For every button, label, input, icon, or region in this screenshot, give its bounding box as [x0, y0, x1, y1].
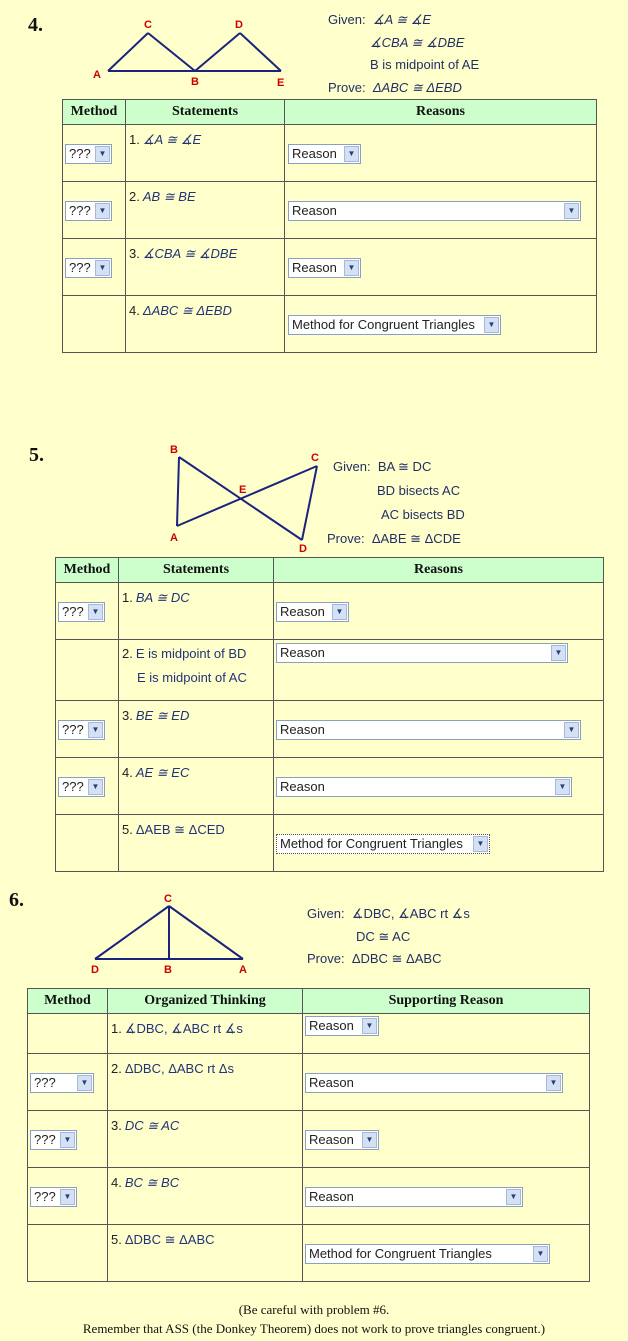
problem-4-number: 4.	[28, 14, 43, 36]
chevron-down-icon: ▼	[95, 260, 110, 276]
header-statements: Statements	[119, 558, 274, 583]
table-row	[56, 701, 604, 758]
problem-5-proof-table	[55, 557, 604, 872]
method-select[interactable]	[65, 144, 112, 164]
label-b: B	[170, 444, 178, 456]
chevron-down-icon: ▼	[506, 1189, 521, 1205]
table-row	[63, 182, 597, 239]
step-number: 3.	[129, 246, 140, 261]
method-select-value: ???	[34, 1189, 56, 1204]
header-statements: Organized Thinking	[108, 989, 303, 1014]
reason-select-value: Reason	[280, 645, 325, 660]
problem-4-given	[328, 9, 528, 99]
label-a: A	[170, 532, 178, 544]
method-select[interactable]	[58, 720, 105, 740]
chevron-down-icon: ▼	[88, 779, 103, 795]
table-row	[28, 1111, 590, 1168]
statement-text: BE ≅ ED	[135, 708, 190, 723]
given-label: Given:	[333, 459, 371, 474]
header-method: Method	[56, 558, 119, 583]
header-reasons: Reasons	[285, 100, 597, 125]
label-d: D	[299, 543, 307, 555]
reason-select[interactable]	[288, 258, 361, 278]
statement-text: DC ≅ AC	[124, 1118, 180, 1133]
label-c: C	[144, 19, 152, 31]
method-select[interactable]	[58, 777, 105, 797]
method-select-value: ???	[34, 1075, 56, 1090]
header-reasons: Reasons	[274, 558, 604, 583]
prove-statement: ΔDBC ≅ ΔABC	[351, 951, 442, 966]
reason-select-value: Reason	[280, 604, 325, 619]
reason-select[interactable]	[276, 643, 568, 663]
method-select-value: ???	[69, 146, 91, 161]
statement-text: AB ≅ BE	[142, 189, 196, 204]
statement-text: ΔAEB ≅ ΔCED	[135, 822, 225, 837]
chevron-down-icon: ▼	[60, 1132, 75, 1148]
step-number: 4.	[111, 1175, 122, 1190]
table-row	[28, 1014, 590, 1054]
chevron-down-icon: ▼	[77, 1075, 92, 1091]
statement-text: ∡DBC, ∡ABC rt ∡s	[124, 1021, 243, 1036]
chevron-down-icon: ▼	[332, 604, 347, 620]
problem-5-number: 5.	[29, 444, 44, 466]
given-line: ∡DBC, ∡ABC rt ∡s	[351, 906, 470, 921]
step-number: 2.	[111, 1061, 122, 1076]
statement-text: BC ≅ BC	[124, 1175, 180, 1190]
reason-select-value: Reason	[292, 260, 337, 275]
chevron-down-icon: ▼	[88, 604, 103, 620]
table-row	[63, 296, 597, 353]
table-row	[63, 239, 597, 296]
label-b: B	[164, 964, 172, 976]
chevron-down-icon: ▼	[95, 146, 110, 162]
chevron-down-icon: ▼	[88, 722, 103, 738]
statement-text: ΔDBC ≅ ΔABC	[124, 1232, 215, 1247]
given-line: B is midpoint of AE	[370, 57, 480, 72]
statement-text: BA ≅ DC	[135, 590, 190, 605]
problem-4-diagram	[88, 14, 303, 92]
chevron-down-icon: ▼	[344, 146, 359, 162]
chevron-down-icon: ▼	[344, 260, 359, 276]
step-number: 4.	[129, 303, 140, 318]
step-number: 3.	[122, 708, 133, 723]
table-row	[63, 125, 597, 182]
step-number: 2.	[122, 646, 133, 661]
prove-label: Prove:	[307, 951, 345, 966]
problem-6-given	[307, 903, 527, 971]
reason-select[interactable]	[288, 144, 361, 164]
problem-6-proof-table	[27, 988, 590, 1282]
prove-statement: ΔABC ≅ ΔEBD	[372, 79, 462, 95]
header-reasons: Supporting Reason	[303, 989, 590, 1014]
label-c: C	[311, 452, 319, 464]
reason-select-value: Method for Congruent Triangles	[280, 836, 463, 851]
step-number: 1.	[111, 1021, 122, 1036]
step-number: 3.	[111, 1118, 122, 1133]
method-congruence-select[interactable]	[276, 834, 490, 854]
reason-select[interactable]	[276, 720, 581, 740]
reason-select-value: Reason	[292, 203, 337, 218]
problem-6-number: 6.	[9, 889, 24, 911]
header-method: Method	[28, 989, 108, 1014]
chevron-down-icon: ▼	[564, 722, 579, 738]
statement-text: AE ≅ EC	[135, 765, 190, 780]
chevron-down-icon: ▼	[555, 779, 570, 795]
reason-select[interactable]	[305, 1187, 523, 1207]
chevron-down-icon: ▼	[484, 317, 499, 333]
given-line: AC bisects BD	[381, 507, 465, 522]
reason-select-value: Reason	[309, 1075, 354, 1090]
given-line: ∡CBA ≅ ∡DBE	[370, 34, 465, 50]
method-select-value: ???	[34, 1132, 56, 1147]
reason-select-value: Reason	[309, 1132, 354, 1147]
problem-5-given	[327, 455, 533, 551]
table-row	[56, 815, 604, 872]
chevron-down-icon: ▼	[362, 1018, 377, 1034]
chevron-down-icon: ▼	[60, 1189, 75, 1205]
given-line: BD bisects AC	[377, 483, 461, 498]
prove-label: Prove:	[327, 531, 365, 546]
chevron-down-icon: ▼	[473, 836, 488, 852]
step-number: 5.	[111, 1232, 122, 1247]
step-number: 2.	[129, 189, 140, 204]
step-number: 1.	[122, 590, 133, 605]
given-label: Given:	[307, 906, 345, 921]
label-e: E	[277, 77, 285, 89]
method-select-value: ???	[62, 604, 84, 619]
label-d: D	[235, 19, 243, 31]
chevron-down-icon: ▼	[533, 1246, 548, 1262]
method-select[interactable]	[30, 1130, 77, 1150]
footer-note-line-2: Remember that ASS (the Donkey Theorem) does not work to prove triangles congruent.)	[82, 1321, 546, 1336]
table-row	[56, 640, 604, 701]
table-row	[28, 1168, 590, 1225]
label-a: A	[93, 69, 101, 81]
method-select[interactable]	[65, 201, 112, 221]
reason-select[interactable]	[305, 1130, 379, 1150]
header-method: Method	[63, 100, 126, 125]
chevron-down-icon: ▼	[546, 1075, 561, 1091]
prove-statement: ΔABE ≅ ΔCDE	[371, 531, 461, 546]
footer-note-line-1: (Be careful with problem #6.	[238, 1302, 390, 1317]
given-line: BA ≅ DC	[377, 459, 432, 474]
step-number: 1.	[129, 132, 140, 147]
reason-select-value: Reason	[309, 1018, 354, 1033]
reason-select-value: Reason	[280, 779, 325, 794]
chevron-down-icon: ▼	[95, 203, 110, 219]
reason-select-value: Reason	[309, 1189, 354, 1204]
reason-select-value: Reason	[280, 722, 325, 737]
reason-select[interactable]	[305, 1016, 379, 1036]
method-congruence-select[interactable]	[288, 315, 501, 335]
table-row	[56, 758, 604, 815]
method-select[interactable]	[58, 602, 105, 622]
chevron-down-icon: ▼	[551, 645, 566, 661]
problem-5-diagram	[160, 440, 330, 558]
given-label: Given:	[328, 12, 366, 27]
label-b: B	[191, 76, 199, 88]
chevron-down-icon: ▼	[564, 203, 579, 219]
statement-text: ΔDBC, ΔABC rt Δs	[124, 1061, 234, 1076]
reason-select[interactable]	[276, 602, 349, 622]
reason-select[interactable]	[276, 777, 572, 797]
method-select[interactable]	[30, 1187, 77, 1207]
label-c: C	[164, 893, 172, 905]
table-row	[28, 1225, 590, 1282]
method-select-value: ???	[62, 722, 84, 737]
label-d: D	[91, 964, 99, 976]
reason-select[interactable]	[288, 201, 581, 221]
prove-label: Prove:	[328, 79, 366, 95]
step-number: 5.	[122, 822, 133, 837]
label-a: A	[239, 964, 247, 976]
chevron-down-icon: ▼	[362, 1132, 377, 1148]
method-select-value: ???	[62, 779, 84, 794]
label-e: E	[239, 484, 247, 496]
problem-4-proof-table	[62, 99, 597, 353]
statement-text: ∡CBA ≅ ∡DBE	[142, 246, 238, 261]
statement-text: ΔABC ≅ ΔEBD	[142, 303, 232, 318]
reason-select[interactable]	[305, 1073, 563, 1093]
table-row	[28, 1054, 590, 1111]
table-row	[56, 583, 604, 640]
method-congruence-select[interactable]	[305, 1244, 550, 1264]
method-select-value: ???	[69, 203, 91, 218]
reason-select-value: Method for Congruent Triangles	[292, 317, 475, 332]
statement-text: E is midpoint of AC	[137, 670, 247, 685]
header-statements: Statements	[126, 100, 285, 125]
given-line: ∡A ≅ ∡E	[372, 12, 432, 27]
reason-select-value: Method for Congruent Triangles	[309, 1246, 492, 1261]
statement-text: ∡A ≅ ∡E	[142, 132, 202, 147]
reason-select-value: Reason	[292, 146, 337, 161]
statement-text: E is midpoint of BD	[135, 646, 247, 661]
given-line: DC ≅ AC	[356, 928, 411, 944]
method-select[interactable]	[65, 258, 112, 278]
method-select[interactable]	[30, 1073, 94, 1093]
step-number: 4.	[122, 765, 133, 780]
problem-6-diagram	[85, 888, 255, 978]
method-select-value: ???	[69, 260, 91, 275]
